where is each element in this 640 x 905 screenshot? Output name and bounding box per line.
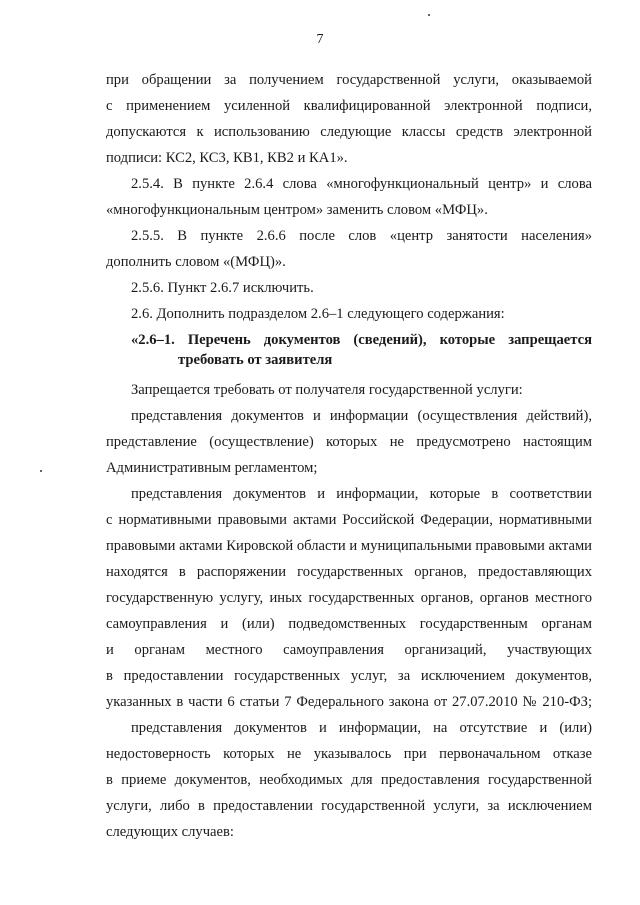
text-line: следующих случаев: bbox=[106, 824, 234, 840]
text-line: 2.5.6. Пункт 2.6.7 исключить. bbox=[131, 280, 314, 296]
page-number: 7 bbox=[316, 32, 324, 47]
text-line: представления документов и информации, которые в соответствии bbox=[131, 486, 592, 502]
text-line: самоуправления и (или) подведомственных государственным органам bbox=[106, 616, 592, 632]
text-line: представления документов и информации (осуществления действий), bbox=[131, 408, 592, 424]
text-line: указанных в части 6 статьи 7 Федерального закона от 27.07.2010 № 210-ФЗ; bbox=[106, 694, 592, 710]
text-line: находятся в распоряжении государственных органов, предоставляющих bbox=[106, 564, 592, 580]
text-line: «многофункциональным центром» заменить словом «МФЦ». bbox=[106, 202, 488, 218]
text-line: Запрещается требовать от получателя государственной услуги: bbox=[131, 382, 523, 398]
text-line: Административным регламентом; bbox=[106, 460, 318, 476]
text-line: правовыми актами Кировской области и муниципальными правовыми актами bbox=[106, 538, 592, 554]
section-heading-cont: требовать от заявителя bbox=[178, 352, 333, 368]
section-heading: «2.6–1. Перечень документов (сведений), которые запрещается bbox=[131, 332, 592, 348]
text-line: дополнить словом «(МФЦ)». bbox=[106, 254, 286, 270]
text-line: в предоставлении государственных услуг, за исключением документов, bbox=[106, 668, 592, 684]
scan-speck bbox=[40, 470, 42, 472]
text-line: в приеме документов, необходимых для предоставления государственной bbox=[106, 772, 592, 788]
text-line: допускаются к использованию следующие классы средств электронной bbox=[106, 124, 592, 140]
text-line: с применением усиленной квалифицированной электронной подписи, bbox=[106, 98, 592, 114]
text-line: государственную услугу, иных государственных органов, органов местного bbox=[106, 590, 592, 606]
text-line: 2.5.4. В пункте 2.6.4 слова «многофункциональный центр» и слова bbox=[131, 176, 592, 192]
text-line: 2.5.5. В пункте 2.6.6 после слов «центр занятости населения» bbox=[131, 228, 592, 244]
text-line: недостоверность которых не указывалось при первоначальном отказе bbox=[106, 746, 592, 762]
text-line: и органам местного самоуправления организаций, участвующих bbox=[106, 642, 592, 658]
scan-speck bbox=[428, 14, 430, 16]
text-line: представления документов и информации, на отсутствие и (или) bbox=[131, 720, 592, 736]
text-line: услуги, либо в предоставлении государственной услуги, за исключением bbox=[106, 798, 592, 814]
text-line: представление (осуществление) которых не предусмотрено настоящим bbox=[106, 434, 592, 450]
text-line: 2.6. Дополнить подразделом 2.6–1 следующего содержания: bbox=[131, 306, 505, 322]
text-line: подписи: КС2, КС3, КВ1, КВ2 и КА1». bbox=[106, 150, 348, 166]
text-line: с нормативными правовыми актами Российской Федерации, нормативными bbox=[106, 512, 592, 528]
text-line: при обращении за получением государственной услуги, оказываемой bbox=[106, 72, 592, 88]
